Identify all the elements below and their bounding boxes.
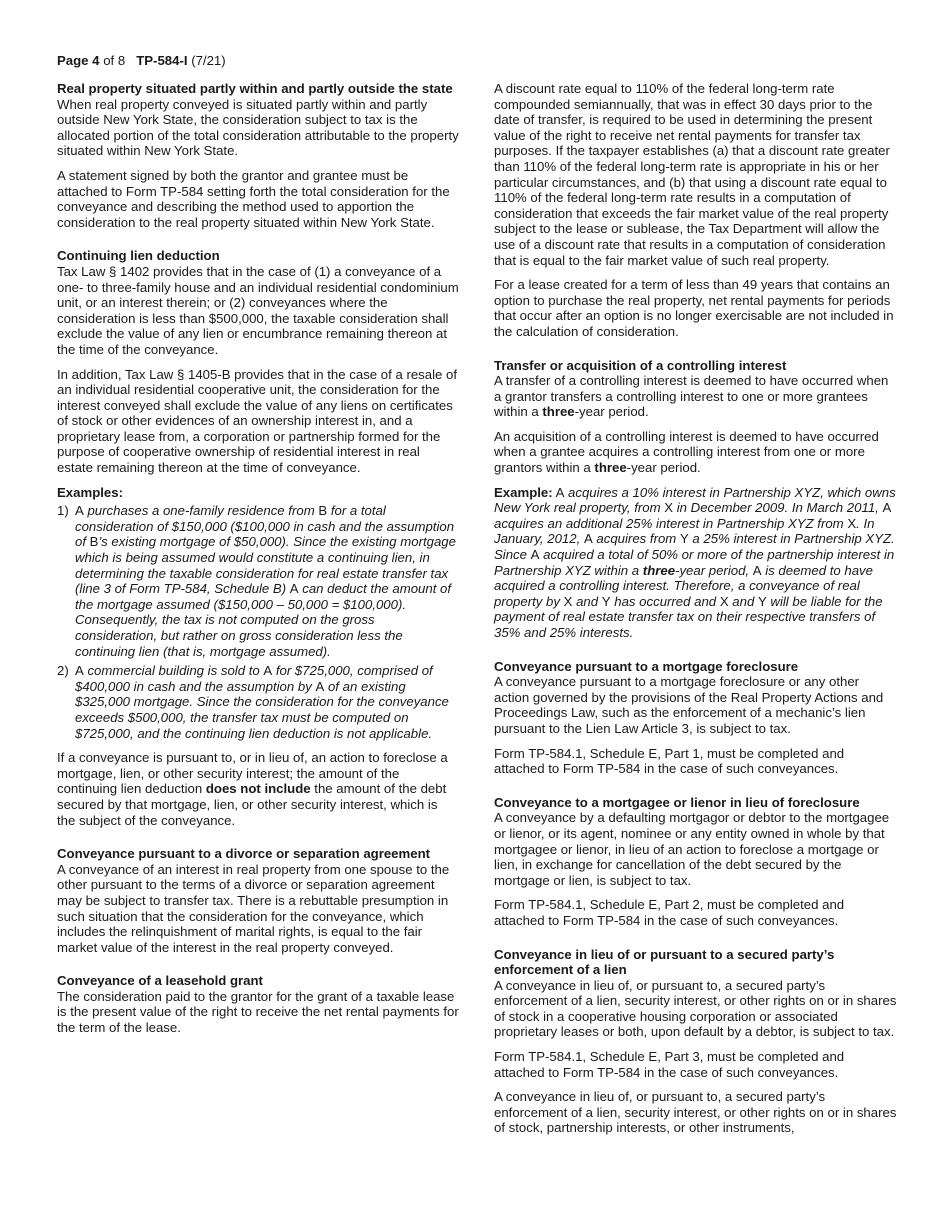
form-number: TP-584-I	[136, 53, 188, 68]
form-revision: (7/21)	[191, 53, 226, 68]
examples-list	[57, 503, 459, 741]
section-title-foreclosure: Conveyance pursuant to a mortgage foreclosure	[494, 658, 799, 674]
paragraph: Form TP-584.1, Schedule E, Part 3, must be completed and attached to Form TP-584 in the case of such conveyances.	[494, 1049, 845, 1080]
paragraph: When real property conveyed is situated partly within and partly outside New York State, the consideration subject to tax is the allocated portion of the total consideration attributable to the property situated within New York State.	[57, 96, 459, 159]
section-title-control: Transfer or acquisition of a controlling interest	[494, 357, 787, 373]
paragraph: The consideration paid to the grantor for the grant of a taxable lease is the present value of the right to receive the net rental payments for the term of the lease.	[57, 988, 459, 1036]
paragraph: If a conveyance is pursuant to, or in lieu of, an action to foreclose a mortgage, lien, or other security interest; the amount of the continuing lien deduction does not include the amount of the debt secured by that mortgage, lien, or other security interest, which is the subject of the conveyance.	[57, 750, 448, 828]
left-column	[57, 81, 459, 1045]
paragraph: In addition, Tax Law § 1405-B provides that in the case of a resale of an individual residential cooperative unit, the consideration for the interest conveyed shall exclude the value of any liens on certificates of stock or other evidences of an ownership interest in, and a proprietary lease from, a corporation or partnership formed for the purpose of cooperative ownership of residential interest in real estate remaining thereon at the time of conveyance.	[57, 366, 458, 476]
section-title-lieu: Conveyance to a mortgagee or lienor in lieu of foreclosure	[494, 794, 860, 810]
paragraph: An acquisition of a controlling interest is deemed to have occurred when a grantee acquires a controlling interest from one or more grantors within a three-year period.	[494, 428, 879, 476]
page-header	[57, 53, 226, 69]
paragraph: A discount rate equal to 110% of the federal long-term rate compounded semiannually, that was in effect 30 days prior to the date of transfer, is required to be used in determining the present value of the right to receive net rental payments for transfer tax purposes. If the taxpayer establishes (a) that a discount rate greater than 110% of the federal long-term rate is appropriate in his or her particular circumstances, and (b) that using a discount rate equal to 110% of the federal long-term rate results in a computation of consideration that exceeds the fair market value of the real property subject to the lease or sublease, the Tax Department will allow the use of a discount rate that results in a computation of consideration that is equal to the fair market value of such real property.	[494, 81, 890, 268]
paragraph: Tax Law § 1402 provides that in the case of (1) a conveyance of a one- to three-family house and an individual residential condominium unit, or an interest therein; or (2) conveyances where the consideration is less than $500,000, the taxable consideration shall exclude the value of any lien or encumbrance remaining thereon at the time of the conveyance.	[57, 263, 459, 357]
paragraph: A conveyance in lieu of, or pursuant to, a secured party’s enforcement of a lien, security interest, or other rights on or in shares of stock, partnership interests, or other instruments,	[494, 1089, 897, 1136]
paragraph: A conveyance in lieu of, or pursuant to, a secured party’s enforcement of a lien, security interest, or other rights on or in shares of stock in a cooperative housing corporation or associated proprietary leases or both, upon default by a debtor, is subject to tax.	[494, 977, 897, 1040]
paragraph: For a lease created for a term of less than 49 years that contains an option to purchase the real property, net rental payments for periods that occur after an option is no longer exercisable are not included in the calculation of consideration.	[494, 277, 894, 339]
paragraph: A conveyance of an interest in real property from one spouse to the other pursuant to the terms of a divorce or separation agreement may be subject to transfer tax. There is a rebuttable presumption in such situation that the consideration for the conveyance, which includes the relinquishment of marital rights, is equal to the fair market value of the interest in the real property conveyed.	[57, 861, 450, 955]
paragraph: A statement signed by both the grantor and grantee must be attached to Form TP-584 setting forth the total consideration for the conveyance and describing the method used to apportion the consideration to the real property situated within New York State.	[57, 167, 450, 230]
paragraph: A conveyance by a defaulting mortgagor or debtor to the mortgagee or lienor, or its agent, nominee or any entity owned in whole by that mortgagee or lienor, in lieu of an action to foreclose a mortgage or lien, in exchange for cancellation of the debt secured by the mortgage or lien, is subject to tax.	[494, 810, 890, 888]
list-item: 1) A purchases a one-family residence from B for a total consideration of $150,000 ($100,000 in cash and the assumption of B’s existing mortgage of $50,000). Since the existing mortgage which is being assumed would constitute a continuing lien, in determining the taxable consideration for real estate transfer tax (line 3 of Form TP-584, Schedule B) A can deduct the amount of the mortgage assumed ($150,000 – 50,000 = $100,000). Consequently, the tax is not computed on the gross consideration, but rather on gross consideration less the continuing lien (that is, mortgage assumed).	[57, 503, 456, 659]
examples-title: Examples:	[57, 484, 123, 500]
paragraph: Form TP-584.1, Schedule E, Part 2, must be completed and attached to Form TP-584 in the case of such conveyances.	[494, 897, 845, 928]
section-title-lien: Continuing lien deduction	[57, 248, 220, 264]
section-title-divorce: Conveyance pursuant to a divorce or separation agreement	[57, 846, 431, 862]
paragraph: A conveyance pursuant to a mortgage foreclosure or any other action governed by the provisions of the Real Property Actions and Proceedings Law, such as the enforcement of a mechanic’s lien pursuant to the Lien Law Article 3, is subject to tax.	[494, 674, 884, 736]
section-title-lease: Conveyance of a leasehold grant	[57, 973, 263, 989]
section-title-partly: Real property situated partly within and partly outside the state	[57, 81, 453, 96]
paragraph: A transfer of a controlling interest is deemed to have occurred when a grantor transfers a controlling interest to one or more grantees within a three-year period.	[494, 373, 889, 420]
list-item: 2) A commercial building is sold to A for $725,000, comprised of $400,000 in cash and the assumption by A of an existing $325,000 mortgage. Since the consideration for the conveyance exceeds $500,000, the transfer tax must be computed on $725,000, and the continuing lien deduction is not applicable.	[57, 663, 449, 741]
example-paragraph: Example: A acquires a 10% interest in Partnership XYZ, which owns New York real property, from X in December 2009. In March 2011, A acquires an additional 25% interest in Partnership XYZ from X. In January, 2012, A acquires from Y a 25% interest in Partnership XYZ. Since A acquired a total of 50% or more of the partnership interest in Partnership XYZ within a three-year period, A is deemed to have acquired a controlling interest. Therefore, a conveyance of real property by X and Y has occurred and X and Y will be liable for the payment of real estate transfer tax on their respective transfers of 35% and 25% interests.	[494, 484, 896, 640]
page-total: of 8	[103, 53, 126, 68]
page-number: Page 4	[57, 53, 100, 68]
paragraph: Form TP-584.1, Schedule E, Part 1, must be completed and attached to Form TP-584 in the case of such conveyances.	[494, 745, 845, 777]
section-title-secured: Conveyance in lieu of or pursuant to a secured party’s enforcement of a lien	[494, 946, 835, 978]
right-column	[494, 81, 897, 1145]
